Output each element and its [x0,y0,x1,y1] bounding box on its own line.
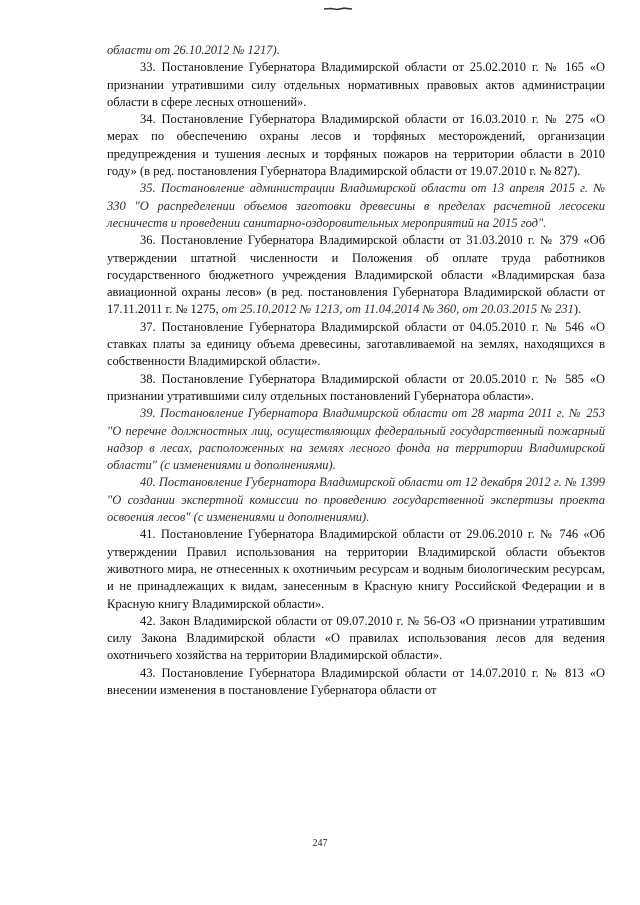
paragraph-34: 34. Постановление Губернатора Владимирской области от 16.03.2010 г. № 275 «О мерах по обеспечению охраны лесов и торфяных месторождений, организации предупреждения и тушения лесных и торфяных пожаров на территории области в 2010 году» (в ред. постановления Губернатора Владимирской области от 19.07.2010 г. № 827). [107,112,605,179]
paragraph-42: 42. Закон Владимирской области от 09.07.2010 г. № 56-ОЗ «О признании утратившим силу Закона Владимирской области «О правилах использования лесов для ведения охотничьего хозяйства на территории Владимирской области». [107,613,605,663]
paragraph-37: 37. Постановление Губернатора Владимирской области от 04.05.2010 г. № 546 «О ставках платы за единицу объема древесины, заготавливаемой на землях, находящихся в собственности Владимирской области». [107,319,605,369]
page-number: 247 [312,838,328,849]
paragraph-41: 41. Постановление Губернатора Владимирской области от 29.06.2010 г. № 746 «Об утверждении Правил использования на территории Владимирской области объектов животного мира, не отнесенных к охотничьим ресурсам и водным биологическим ресурсам, и не принадлежащих к видам, занесенным в Красную книгу Российской Федерации и в Красную книгу Владимирской области». [107,527,605,611]
paragraph-39: 39. Постановление Губернатора Владимирской области от 28 марта 2011 г. № 253 "О перечне должностных лиц, осуществляющих федеральный государственный пожарный надзор в лесах, расположенных на землях лесного фонда на территории Владимирской области" (с изменениями и дополнениями). [107,406,605,473]
paragraph-43: 43. Постановление Губернатора Владимирской области от 14.07.2010 г. № 813 «О внесении изменения в постановление Губернатора области от [107,665,605,697]
document-text [107,42,605,699]
scan-mark [323,6,353,12]
paragraph-35: 35. Постановление администрации Владимирской области от 13 апреля 2015 г. № 330 "О распределении объемов заготовки древесины в пределах расчетной лесосеки лесничеств и проведении санитарно-оздоровительных мероприятий на 2015 год". [107,181,605,230]
paragraph-36-amendments: от 25.10.2012 № 1213, от 11.04.2014 № 360, от 20.03.2015 № 231 [221,302,574,317]
paragraph-33: 33. Постановление Губернатора Владимирской области от 25.02.2010 г. № 165 «О признании утратившими силу отдельных нормативных правовых актов администрации области в сфере лесных отношений». [107,60,605,109]
paragraph-36-text: 36. Постановление Губернатора Владимирской области от 31.03.2010 г. № 379 «Об утверждении штатной численности и Положения об оплате труда работников государственного бюджетного учреждения Владимирской области «Владимирская база авиационной охраны лесов» (в ред. постановления Губернатора Владимирской области от 17.11.2011 г. № 1275, [107,233,605,317]
paragraph-40: 40. Постановление Губернатора Владимирской области от 12 декабря 2012 г. № 1399 "О создании экспертной комиссии по проведению государственной экспертизы проекта освоения лесов" (с изменениями и дополнениями). [107,475,605,525]
paragraph-36 [107,232,605,318]
paragraph-continuation: области от 26.10.2012 № 1217). [107,43,280,57]
paragraph-36-tail: ). [573,302,582,317]
paragraph-38: 38. Постановление Губернатора Владимирской области от 20.05.2010 г. № 585 «О признании утратившими силу отдельных постановлений Губернатора области». [107,371,605,403]
